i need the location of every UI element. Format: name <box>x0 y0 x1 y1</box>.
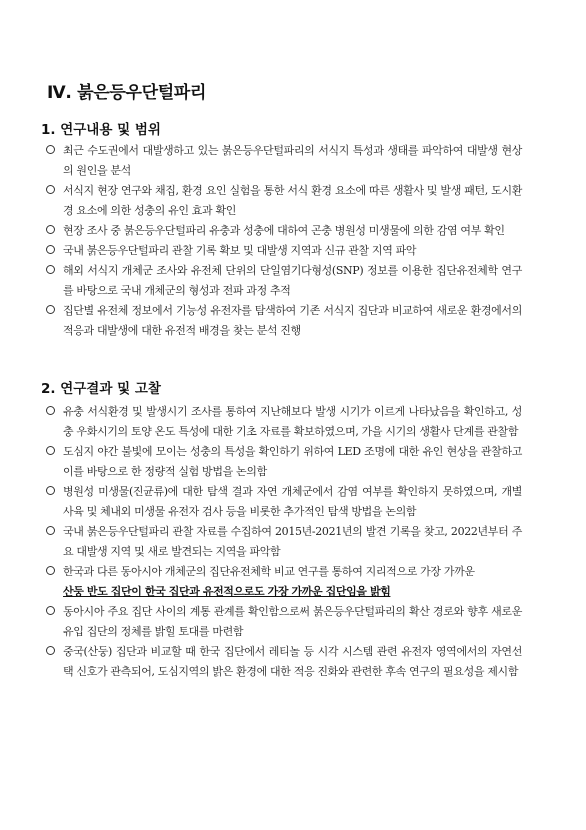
section-1-list <box>46 141 522 341</box>
circle-bullet-icon <box>46 145 55 154</box>
list-item: 동아시아 주요 집단 사이의 계통 관계를 확인함으로써 붉은등우단털파리의 확산 경로와 향후 새로운 유입 집단의 정체를 밝힐 토대를 마련함 <box>46 602 522 642</box>
circle-bullet-icon <box>46 305 55 314</box>
circle-bullet-icon <box>46 265 55 274</box>
list-item: 서식지 현장 연구와 채집, 환경 요인 실험을 통한 서식 환경 요소에 따른 생활사 및 발생 패턴, 도시환경 요소에 의한 성충의 유인 효과 확인 <box>46 181 522 221</box>
section-2-title: 2. 연구결과 및 고찰 <box>41 381 161 397</box>
section-1-title: 1. 연구내용 및 범위 <box>41 122 161 138</box>
list-item: 해외 서식지 개체군 조사와 유전체 단위의 단일염기다형성(SNP) 정보를 이용한 집단유전체학 연구를 바탕으로 국내 개체군의 형성과 전파 과정 추적 <box>46 261 522 301</box>
list-item: 병원성 미생물(진균류)에 대한 탐색 결과 자연 개체군에서 감염 여부를 확인하지 못하였으며, 개별 사육 및 체내외 미생물 유전자 검사 등을 비롯한 추가적인 탐색 방법을 논의함 <box>46 482 522 522</box>
circle-bullet-icon <box>46 185 55 194</box>
circle-bullet-icon <box>46 566 55 575</box>
list-item: 중국(산둥) 집단과 비교할 때 한국 집단에서 레티놀 등 시각 시스템 관련 유전자 영역에서의 자연선택 신호가 관측되어, 도심지역의 밝은 환경에 대한 적응 진화와 관련한 후속 연구의 필요성을 제시함 <box>46 642 522 682</box>
circle-bullet-icon <box>46 245 55 254</box>
list-item: 유충 서식환경 및 발생시기 조사를 통하여 지난해보다 발생 시기가 이르게 나타났음을 확인하고, 성충 우화시기의 토양 온도 특성에 대한 기초 자료를 확보하였으며, 가을 시기의 생활사 단계를 관찰함 <box>46 402 522 442</box>
emphasized-finding: 산둥 반도 집단이 한국 집단과 유전적으로도 가장 가까운 집단임을 밝힘 <box>63 585 391 598</box>
circle-bullet-icon <box>46 646 55 655</box>
list-item: 국내 붉은등우단털파리 관찰 자료를 수집하여 2015년-2021년의 발견 기록을 찾고, 2022년부터 주요 대발생 지역 및 새로 발견되는 지역을 파악함 <box>46 522 522 562</box>
circle-bullet-icon <box>46 486 55 495</box>
circle-bullet-icon <box>46 406 55 415</box>
circle-bullet-icon <box>46 606 55 615</box>
circle-bullet-icon <box>46 446 55 455</box>
list-item: 최근 수도권에서 대발생하고 있는 붉은등우단털파리의 서식지 특성과 생태를 파악하여 대발생 현상의 원인을 분석 <box>46 141 522 181</box>
list-item: 국내 붉은등우단털파리 관찰 기록 확보 및 대발생 지역과 신규 관찰 지역 파악 <box>46 241 522 261</box>
circle-bullet-icon <box>46 225 55 234</box>
list-item: 집단별 유전체 정보에서 기능성 유전자를 탐색하여 기존 서식지 집단과 비교하여 새로운 환경에서의 적응과 대발생에 대한 유전적 배경을 찾는 분석 진행 <box>46 301 522 341</box>
circle-bullet-icon <box>46 526 55 535</box>
section-2-list <box>46 402 522 682</box>
chapter-title: Ⅳ. 붉은등우단털파리 <box>47 83 207 103</box>
list-item: 한국과 다른 동아시아 개체군의 집단유전체학 비교 연구를 통하여 지리적으로 가장 가까운 산둥 반도 집단이 한국 집단과 유전적으로도 가장 가까운 집단임을 밝힘 <box>46 562 522 602</box>
list-item: 도심지 야간 불빛에 모이는 성충의 특성을 확인하기 위하여 LED 조명에 대한 유인 현상을 관찰하고 이를 바탕으로 한 정량적 실험 방법을 논의함 <box>46 442 522 482</box>
list-item: 현장 조사 중 붉은등우단털파리 유충과 성충에 대하여 곤충 병원성 미생물에 의한 감염 여부 확인 <box>46 221 522 241</box>
